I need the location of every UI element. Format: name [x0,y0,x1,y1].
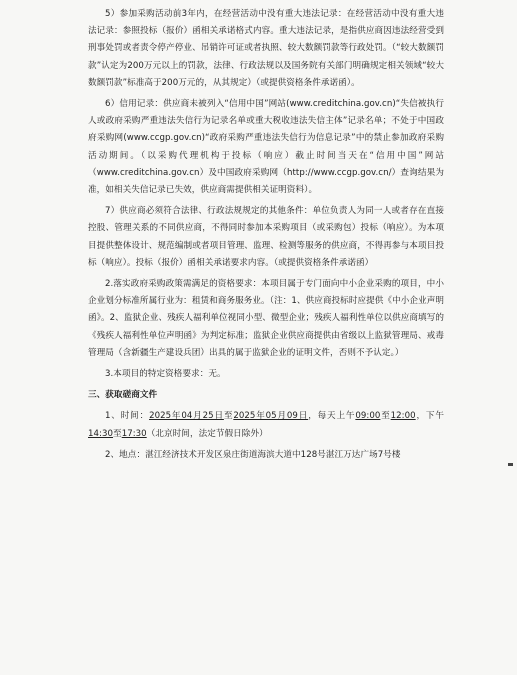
paragraph-specific-requirements: 3.本项目的特定资格要求：无。 [105,369,226,380]
start-date: 2025年04月25日 [149,411,224,422]
pm-text: ，下午 [415,411,444,422]
am-start: 09:00 [355,411,381,422]
pm-to-text: 至 [113,428,122,439]
daily-text: ，每天上午 [308,411,356,422]
am-to-text: 至 [380,411,391,422]
to-text: 至 [223,411,234,422]
place-item: 2、地点：湛江经济技术开发区泉庄街道海滨大道中128号湛江万达广场7号楼 [105,449,401,460]
paragraph-policy-requirements: 2.落实政府采购政策需满足的资格要求：本项目属于专门面向中小企业采购的项目，中小企业划分标准所属行业为：租赁和商务服务业。（注：1、供应商投标时应提供《中小企业声明函》。2、监狱企业、残疾人福利单位视同小型、微型企业；残疾人福利性单位以供应商填写的《残疾人福利性单位声明函》为判定标准；监狱企业供应商提供由省级以上监狱管理局、戒毒管理局（含新疆生产建设兵团）出具的属于监狱企业的证明文件，否则不予认定。） [88,279,444,358]
end-date: 2025年05月09日 [233,411,309,422]
time-note: （北京时间，法定节假日除外） [146,428,268,439]
section-heading: 三、获取磋商文件 [88,390,158,401]
time-item [88,408,444,442]
paragraph-credit-record: 6）信用记录：供应商未被列入“信用中国”网站(www.creditchina.gov.cn)“失信被执行人或政府采购严重违法失信行为记录名单或重大税收违法失信主体”记录名单；不处于中国政府采购网(www.ccgp.gov.cn)“政府采购严重违法失信行为信息记录”中的禁止参加政府采购活动期间。（以采购代理机构于投标（响应）截止时间当天在“信用中国”网站（www.creditchina.gov.cn）及中国政府采购网（http://www.ccgp.gov.cn/）查询结果为准，如相关失信记录已失效，供应商需提供相关证明资料）。 [88,99,444,196]
am-end: 12:00 [390,411,416,422]
pm-start: 14:30 [88,428,114,439]
document-body [88,6,444,464]
time-label: 1、时间： [105,411,150,422]
paragraph-other-conditions: 7）供应商必须符合法律、行政法规规定的其他条件：单位负责人为同一人或者存在直接控股、管理关系的不同供应商，不得同时参加本采购项目（或采购包）投标（响应）。为本项目提供整体设计、规范编制或者项目管理、监理、检测等服务的供应商，不得再参与本项目投标（响应）。投标（报价）函相关承诺要求内容。（或提供资格条件承诺函） [88,206,444,268]
paragraph-no-violation: 5）参加采购活动前3年内，在经营活动中没有重大违法记录：在经营活动中没有重大违法记录：参照投标（报价）函相关承诺格式内容。重大违法记录，是指供应商因违法经营受到刑事处罚或者责令停产停业、吊销许可证或者执照、较大数额罚款等行政处罚。（“较大数额罚款”认定为200万元以上的罚款，法律、行政法规以及国务院有关部门明确规定相关领域“较大数额罚款”标准高于200万元的，从其规定）（或提供资格条件承诺函）。 [88,9,444,88]
scan-mark [508,463,513,466]
pm-end: 17:30 [121,428,147,439]
